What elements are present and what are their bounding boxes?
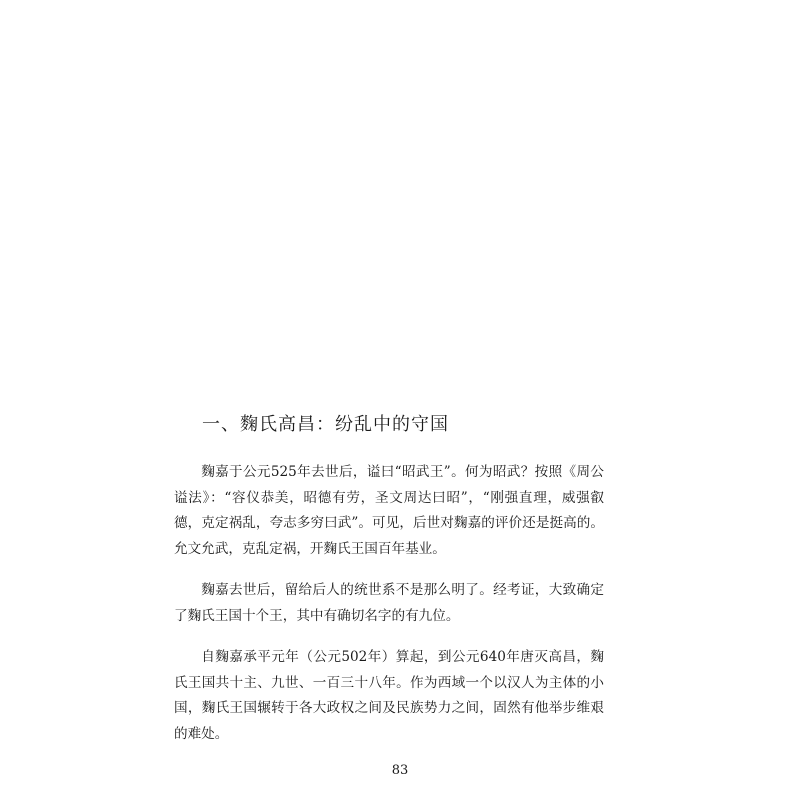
page-body [174,412,604,763]
paragraph-3: 自麴嘉承平元年（公元502年）算起，到公元640年唐灭高昌，麴氏王国共十主、九世、一百三十八年。作为西域一个以汉人为主体的小国，麴氏王国辗转于各大政权之间及民族势力之间，固然有他举步维艰的难处。 [174,649,604,742]
page-number: 83 [391,763,409,778]
paragraph-2: 麴嘉去世后，留给后人的统世系不是那么明了。经考证，大致确定了麴氏王国十个王，其中有确切名字的有九位。 [174,582,604,624]
section-heading: 一、麴氏高昌：纷乱中的守国 [202,414,449,435]
paragraph-1: 麴嘉于公元525年去世后，谥曰“昭武王”。何为昭武？按照《周公谥法》：“容仪恭美，昭德有劳，圣文周达曰昭”，“刚强直理，威强叡德，克定祸乱，夸志多穷曰武”。可见，后世对麴嘉的评价还是挺高的。允文允武，克乱定祸，开麴氏王国百年基业。 [174,464,604,557]
